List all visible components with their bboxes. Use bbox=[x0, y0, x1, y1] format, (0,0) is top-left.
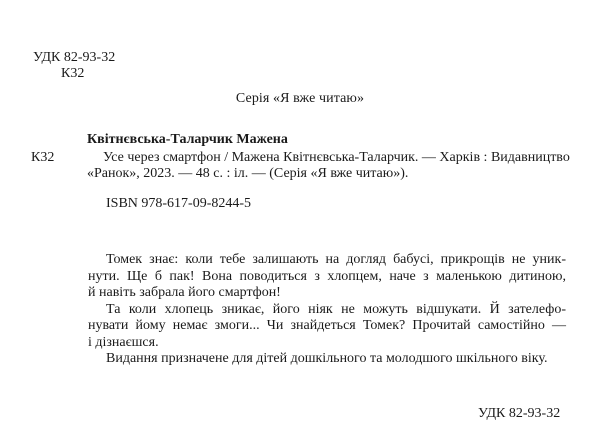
annotation-line: Та коли хлопець зникає, його ніяк не можуть відшукати. Й зателефо- bbox=[106, 301, 566, 317]
bibliographic-description-line-1: Усе через смартфон / Мажена Квітнєвська-Таларчик. — Харків : Видавництво bbox=[103, 150, 570, 165]
annotation-paragraph-3 bbox=[88, 351, 566, 368]
bibliographic-description-line-2: «Ранок», 2023. — 48 с. : іл. — (Серія «Я вже читаю»). bbox=[87, 166, 409, 181]
annotation-line: Томек знає: коли тебе залишають на догляд бабусі, прикрощів не уник- bbox=[106, 252, 566, 267]
udc-code-bottom: УДК 82-93-32 bbox=[478, 406, 561, 421]
annotation-line: нути. Ще б пак! Вона поводиться з хлопцем, наче з маленькою дитиною, bbox=[88, 268, 566, 284]
annotation-line: й навіть забрала його смартфон! bbox=[88, 285, 281, 300]
annotation bbox=[88, 252, 566, 368]
author-mark-top: К32 bbox=[61, 66, 85, 81]
series-title: Серія «Я вже читаю» bbox=[235, 91, 365, 106]
annotation-line: нувати йому немає змоги... Чи знайдеться Томек? Прочитай самостійно — bbox=[88, 318, 566, 333]
annotation-line: і дізнаєшся. bbox=[88, 334, 159, 350]
udc-code-top: УДК 82-93-32 bbox=[33, 50, 116, 65]
annotation-paragraph-2 bbox=[88, 302, 566, 352]
author-heading: Квітнєвська-Таларчик Мажена bbox=[87, 132, 288, 147]
isbn: ISBN 978-617-09-8244-5 bbox=[106, 196, 252, 211]
annotation-line: Видання призначене для дітей дошкільного та молодшого шкільного віку. bbox=[106, 351, 548, 366]
author-mark-side: К32 bbox=[31, 150, 55, 165]
annotation-paragraph-1 bbox=[88, 252, 566, 302]
